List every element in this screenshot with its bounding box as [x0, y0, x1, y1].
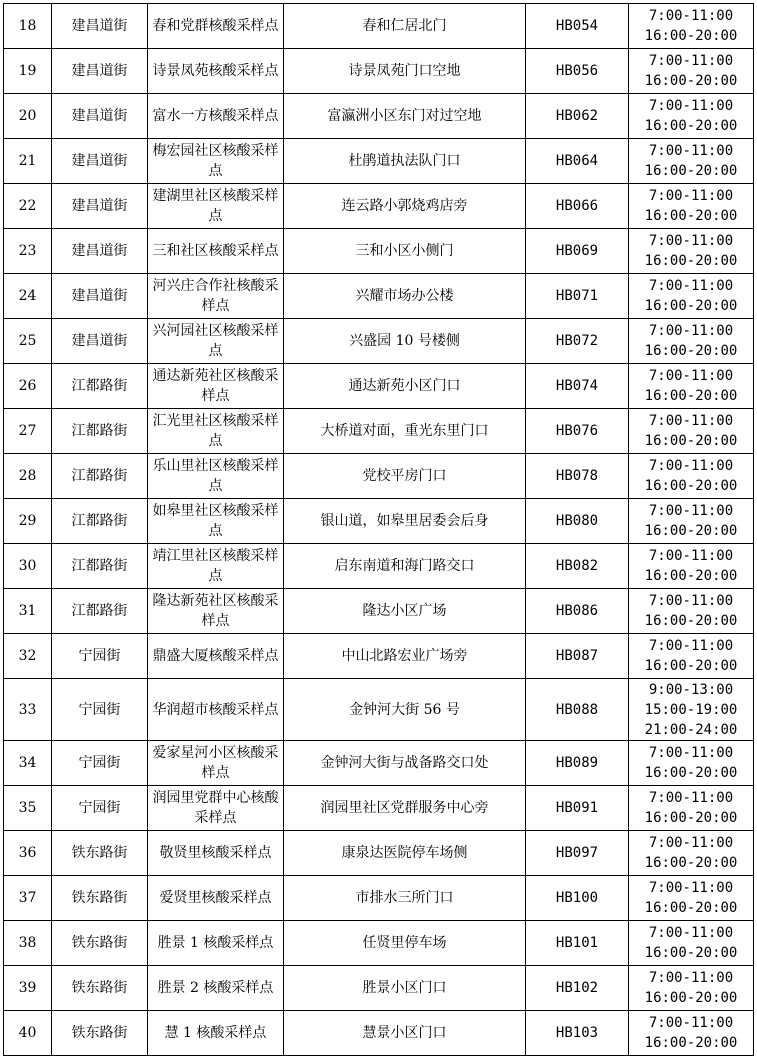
time-slot: 16:00-20:00 [644, 765, 738, 781]
site-code: HB076 [526, 409, 629, 454]
time-slot: 16:00-20:00 [644, 658, 738, 674]
site-name: 如皋里社区核酸采样点 [148, 499, 284, 544]
site-code: HB100 [526, 876, 629, 921]
site-name: 汇光里社区核酸采样点 [148, 409, 284, 454]
table-row [4, 921, 754, 966]
time-slot: 7:00-11:00 [648, 970, 734, 986]
street-name: 江都路街 [52, 544, 148, 589]
site-name: 三和社区核酸采样点 [148, 229, 284, 274]
time-slot: 7:00-11:00 [648, 593, 734, 609]
site-address: 连云路小郭烧鸡店旁 [284, 184, 526, 229]
time-slot: 16:00-20:00 [644, 298, 738, 314]
site-address: 任贤里停车场 [284, 921, 526, 966]
time-slot: 15:00-19:00 [644, 701, 738, 718]
opening-hours [629, 4, 754, 49]
time-slot: 7:00-11:00 [648, 188, 734, 204]
site-code: HB082 [526, 544, 629, 589]
site-code: HB101 [526, 921, 629, 966]
row-number: 18 [4, 4, 52, 49]
row-number: 29 [4, 499, 52, 544]
site-code: HB071 [526, 274, 629, 319]
site-code: HB069 [526, 229, 629, 274]
time-slot: 7:00-11:00 [648, 413, 734, 429]
opening-hours [629, 921, 754, 966]
site-code: HB080 [526, 499, 629, 544]
row-number: 36 [4, 831, 52, 876]
site-code: HB054 [526, 4, 629, 49]
street-name: 铁东路街 [52, 966, 148, 1011]
time-slot: 16:00-20:00 [644, 343, 738, 359]
row-number: 25 [4, 319, 52, 364]
site-address: 富瀛洲小区东门对过空地 [284, 94, 526, 139]
time-slot: 16:00-20:00 [644, 990, 738, 1006]
site-address: 隆达小区广场 [284, 589, 526, 634]
opening-hours [629, 786, 754, 831]
site-code: HB064 [526, 139, 629, 184]
table-row [4, 184, 754, 229]
site-code: HB102 [526, 966, 629, 1011]
site-code: HB087 [526, 634, 629, 679]
time-slot: 16:00-20:00 [644, 73, 738, 89]
site-name: 胜景 1 核酸采样点 [148, 921, 284, 966]
site-name: 诗景凤苑核酸采样点 [148, 49, 284, 94]
site-code: HB066 [526, 184, 629, 229]
site-name: 鼎盛大厦核酸采样点 [148, 634, 284, 679]
table-row [4, 319, 754, 364]
site-address: 大桥道对面，重光东里门口 [284, 409, 526, 454]
time-slot: 16:00-20:00 [644, 613, 738, 629]
time-slot: 16:00-20:00 [644, 900, 738, 916]
street-name: 建昌道街 [52, 319, 148, 364]
time-slot: 16:00-20:00 [644, 433, 738, 449]
time-slot: 16:00-20:00 [644, 163, 738, 179]
table-row [4, 786, 754, 831]
row-number: 22 [4, 184, 52, 229]
street-name: 江都路街 [52, 589, 148, 634]
table-row [4, 679, 754, 741]
time-slot: 21:00-24:00 [644, 721, 738, 738]
table-row [4, 741, 754, 786]
site-address: 金钟河大街 56 号 [284, 679, 526, 741]
street-name: 宁园街 [52, 786, 148, 831]
street-name: 铁东路街 [52, 876, 148, 921]
opening-hours [629, 184, 754, 229]
site-name: 敬贤里核酸采样点 [148, 831, 284, 876]
time-slot: 16:00-20:00 [644, 388, 738, 404]
table-row [4, 499, 754, 544]
site-code: HB088 [526, 679, 629, 741]
site-name: 爱贤里核酸采样点 [148, 876, 284, 921]
row-number: 23 [4, 229, 52, 274]
site-address: 启东南道和海门路交口 [284, 544, 526, 589]
table-row [4, 229, 754, 274]
opening-hours [629, 876, 754, 921]
street-name: 宁园街 [52, 741, 148, 786]
row-number: 39 [4, 966, 52, 1011]
table-row [4, 49, 754, 94]
time-slot: 7:00-11:00 [648, 233, 734, 249]
site-code: HB078 [526, 454, 629, 499]
site-address: 诗景凤苑门口空地 [284, 49, 526, 94]
table-row [4, 831, 754, 876]
time-slot: 7:00-11:00 [648, 368, 734, 384]
table-row [4, 1011, 754, 1056]
table-row [4, 589, 754, 634]
opening-hours [629, 1011, 754, 1056]
row-number: 32 [4, 634, 52, 679]
site-name: 建湖里社区核酸采样点 [148, 184, 284, 229]
street-name: 建昌道街 [52, 49, 148, 94]
street-name: 建昌道街 [52, 274, 148, 319]
site-code: HB056 [526, 49, 629, 94]
site-address: 兴耀市场办公楼 [284, 274, 526, 319]
time-slot: 16:00-20:00 [644, 855, 738, 871]
table-row [4, 94, 754, 139]
site-address: 中山北路宏业广场旁 [284, 634, 526, 679]
street-name: 建昌道街 [52, 229, 148, 274]
time-slot: 7:00-11:00 [648, 8, 734, 24]
street-name: 江都路街 [52, 409, 148, 454]
street-name: 江都路街 [52, 499, 148, 544]
table-row [4, 274, 754, 319]
street-name: 宁园街 [52, 634, 148, 679]
time-slot: 7:00-11:00 [648, 745, 734, 761]
opening-hours [629, 831, 754, 876]
site-code: HB072 [526, 319, 629, 364]
site-code: HB089 [526, 741, 629, 786]
site-name: 爱家星河小区核酸采样点 [148, 741, 284, 786]
time-slot: 7:00-11:00 [648, 98, 734, 114]
site-address: 慧景小区门口 [284, 1011, 526, 1056]
row-number: 28 [4, 454, 52, 499]
site-name: 慧 1 核酸采样点 [148, 1011, 284, 1056]
opening-hours [629, 364, 754, 409]
site-code: HB091 [526, 786, 629, 831]
site-address: 党校平房门口 [284, 454, 526, 499]
row-number: 31 [4, 589, 52, 634]
street-name: 建昌道街 [52, 139, 148, 184]
opening-hours [629, 499, 754, 544]
site-code: HB074 [526, 364, 629, 409]
street-name: 铁东路街 [52, 831, 148, 876]
table-row [4, 634, 754, 679]
sampling-sites-table [3, 3, 754, 1056]
time-slot: 16:00-20:00 [644, 208, 738, 224]
site-name: 乐山里社区核酸采样点 [148, 454, 284, 499]
opening-hours [629, 319, 754, 364]
row-number: 30 [4, 544, 52, 589]
table-row [4, 364, 754, 409]
time-slot: 7:00-11:00 [648, 278, 734, 294]
site-name: 富水一方核酸采样点 [148, 94, 284, 139]
table-row [4, 544, 754, 589]
site-address: 市排水三所门口 [284, 876, 526, 921]
time-slot: 7:00-11:00 [648, 790, 734, 806]
opening-hours [629, 139, 754, 184]
site-code: HB062 [526, 94, 629, 139]
time-slot: 16:00-20:00 [644, 1035, 738, 1051]
site-name: 春和党群核酸采样点 [148, 4, 284, 49]
opening-hours [629, 589, 754, 634]
table-row [4, 454, 754, 499]
opening-hours [629, 544, 754, 589]
time-slot: 16:00-20:00 [644, 253, 738, 269]
time-slot: 16:00-20:00 [644, 568, 738, 584]
site-code: HB097 [526, 831, 629, 876]
site-address: 银山道，如皋里居委会后身 [284, 499, 526, 544]
table-row [4, 139, 754, 184]
row-number: 19 [4, 49, 52, 94]
time-slot: 7:00-11:00 [648, 548, 734, 564]
table-body [4, 4, 754, 1056]
time-slot: 7:00-11:00 [648, 503, 734, 519]
street-name: 铁东路街 [52, 1011, 148, 1056]
row-number: 40 [4, 1011, 52, 1056]
site-address: 春和仁居北门 [284, 4, 526, 49]
opening-hours [629, 274, 754, 319]
time-slot: 7:00-11:00 [648, 925, 734, 941]
table-row [4, 4, 754, 49]
row-number: 35 [4, 786, 52, 831]
opening-hours [629, 454, 754, 499]
site-name: 通达新苑社区核酸采样点 [148, 364, 284, 409]
site-address: 通达新苑小区门口 [284, 364, 526, 409]
street-name: 铁东路街 [52, 921, 148, 966]
row-number: 24 [4, 274, 52, 319]
row-number: 26 [4, 364, 52, 409]
site-name: 河兴庄合作社核酸采样点 [148, 274, 284, 319]
street-name: 建昌道街 [52, 4, 148, 49]
site-address: 兴盛园 10 号楼侧 [284, 319, 526, 364]
table-row [4, 876, 754, 921]
opening-hours [629, 409, 754, 454]
site-name: 润园里党群中心核酸采样点 [148, 786, 284, 831]
opening-hours [629, 49, 754, 94]
site-address: 润园里社区党群服务中心旁 [284, 786, 526, 831]
time-slot: 7:00-11:00 [648, 835, 734, 851]
opening-hours [629, 741, 754, 786]
row-number: 33 [4, 679, 52, 741]
row-number: 38 [4, 921, 52, 966]
opening-hours [629, 229, 754, 274]
time-slot: 16:00-20:00 [644, 118, 738, 134]
time-slot: 9:00-13:00 [648, 681, 734, 698]
site-name: 隆达新苑社区核酸采样点 [148, 589, 284, 634]
street-name: 建昌道街 [52, 94, 148, 139]
time-slot: 7:00-11:00 [648, 143, 734, 159]
site-name: 华润超市核酸采样点 [148, 679, 284, 741]
time-slot: 16:00-20:00 [644, 478, 738, 494]
street-name: 建昌道街 [52, 184, 148, 229]
time-slot: 16:00-20:00 [644, 523, 738, 539]
site-address: 康泉达医院停车场侧 [284, 831, 526, 876]
site-name: 梅宏园社区核酸采样点 [148, 139, 284, 184]
time-slot: 7:00-11:00 [648, 638, 734, 654]
time-slot: 7:00-11:00 [648, 53, 734, 69]
time-slot: 16:00-20:00 [644, 945, 738, 961]
street-name: 宁园街 [52, 679, 148, 741]
row-number: 34 [4, 741, 52, 786]
time-slot: 7:00-11:00 [648, 323, 734, 339]
opening-hours [629, 679, 754, 741]
opening-hours [629, 966, 754, 1011]
row-number: 20 [4, 94, 52, 139]
street-name: 江都路街 [52, 454, 148, 499]
site-name: 靖江里社区核酸采样点 [148, 544, 284, 589]
site-code: HB103 [526, 1011, 629, 1056]
row-number: 21 [4, 139, 52, 184]
site-name: 胜景 2 核酸采样点 [148, 966, 284, 1011]
time-slot: 7:00-11:00 [648, 458, 734, 474]
table-row [4, 409, 754, 454]
time-slot: 16:00-20:00 [644, 810, 738, 826]
site-address: 杜鹃道执法队门口 [284, 139, 526, 184]
opening-hours [629, 634, 754, 679]
opening-hours [629, 94, 754, 139]
site-address: 胜景小区门口 [284, 966, 526, 1011]
time-slot: 7:00-11:00 [648, 880, 734, 896]
site-code: HB086 [526, 589, 629, 634]
row-number: 37 [4, 876, 52, 921]
time-slot: 16:00-20:00 [644, 28, 738, 44]
site-address: 金钟河大街与战备路交口处 [284, 741, 526, 786]
table-row [4, 966, 754, 1011]
site-name: 兴河园社区核酸采样点 [148, 319, 284, 364]
street-name: 江都路街 [52, 364, 148, 409]
row-number: 27 [4, 409, 52, 454]
time-slot: 7:00-11:00 [648, 1015, 734, 1031]
site-address: 三和小区小侧门 [284, 229, 526, 274]
